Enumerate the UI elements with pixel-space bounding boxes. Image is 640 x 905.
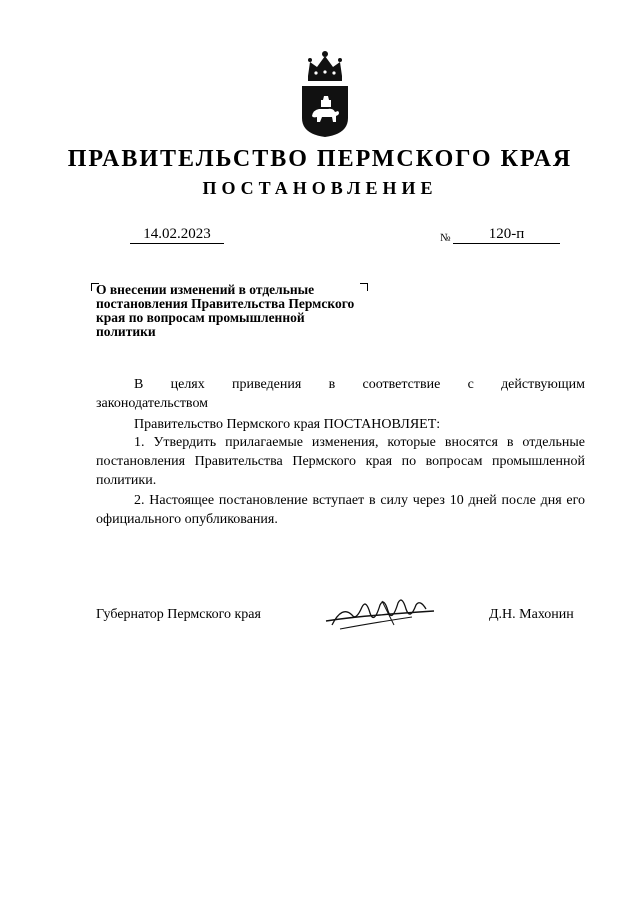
preamble-word: в	[328, 377, 336, 392]
subject-corner-right	[360, 283, 368, 291]
preamble-line	[96, 375, 585, 394]
document-date: 14.02.2023	[143, 226, 211, 242]
coat-of-arms-icon	[298, 50, 352, 138]
number-sign: №	[440, 232, 451, 244]
preamble-word: с	[467, 377, 474, 392]
signatory-name: Д.Н. Махонин	[489, 607, 574, 622]
paragraph-preamble	[96, 375, 585, 413]
paragraph-resolves: Правительство Пермского края ПОСТАНОВЛЯЕТ:	[134, 417, 441, 432]
government-title: ПРАВИТЕЛЬСТВО ПЕРМСКОГО КРАЯ	[67, 146, 573, 172]
signature-image	[322, 595, 442, 633]
document-number: 120-п	[488, 226, 525, 242]
preamble-word: соответствие	[362, 377, 441, 392]
document-type: ПОСТАНОВЛЕНИЕ	[202, 178, 438, 198]
preamble-word: приведения	[232, 377, 302, 392]
signatory-position: Губернатор Пермского края	[96, 607, 261, 622]
preamble-tail: законодательством	[96, 396, 209, 411]
paragraph-item-1: 1. Утвердить прилагаемые изменения, которые вносятся в отдельные постановления Правительства Пермского края по вопросам промышленной политики.	[96, 435, 585, 488]
paragraph-item-2: 2. Настоящее постановление вступает в силу через 10 дней после дня его официального опубликования.	[96, 493, 585, 527]
preamble-word: действующим	[501, 377, 585, 392]
date-field	[130, 225, 224, 244]
preamble-word: целях	[170, 377, 205, 392]
number-field	[453, 225, 560, 244]
document-subject: О внесении изменений в отдельные постановления Правительства Пермского края по вопросам промышленной политики	[96, 282, 355, 339]
preamble-word: В	[134, 377, 144, 392]
